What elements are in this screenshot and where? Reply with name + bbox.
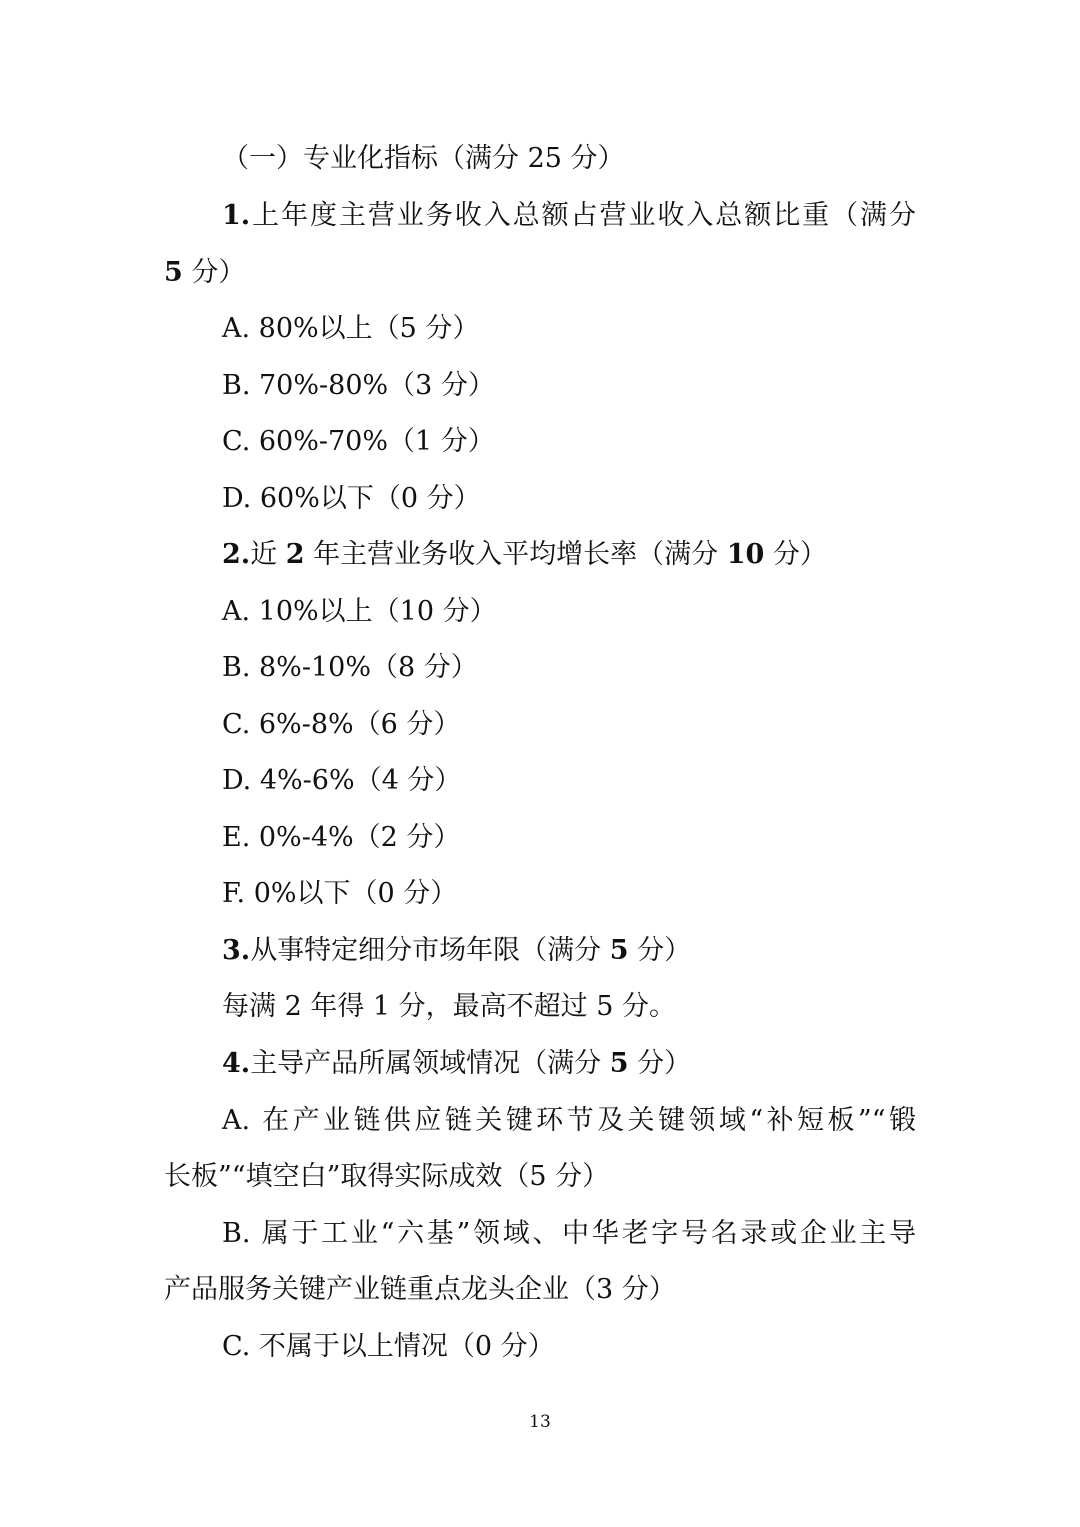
item-3-number: 3.: [222, 935, 251, 966]
item-1-option-b: B. 70%-80%（3 分）: [222, 370, 495, 401]
item-4-text-1: 主导产品所属领域情况（满分: [250, 1048, 610, 1079]
item-4-option-a-line1: A. 在产业链供应链关键环节及关键领域“补短板”“锻: [222, 1105, 916, 1136]
item-2-text-2: 年主营业务收入平均增长率（满分: [304, 539, 727, 570]
item-4-title: [222, 1042, 691, 1086]
item-2-option-f: F. 0%以下（0 分）: [222, 878, 458, 909]
item-2-option-b: B. 8%-10%（8 分）: [222, 652, 478, 683]
item-2-text-1: 近: [250, 539, 286, 570]
item-1-option-d: D. 60%以下（0 分）: [222, 483, 481, 514]
item-1-title-line2: [164, 251, 245, 295]
item-1-title-end: 分）: [182, 257, 246, 288]
item-2-option-c: C. 6%-8%（6 分）: [222, 709, 461, 740]
item-4-text-2: 分）: [628, 1048, 692, 1079]
item-4-score: 5: [609, 1048, 629, 1079]
section-heading: （一）专业化指标（满分 25 分）: [222, 143, 625, 174]
item-3-title: [222, 929, 691, 973]
item-2-option-d: D. 4%-6%（4 分）: [222, 765, 462, 796]
item-2-years: 2: [285, 539, 305, 570]
item-2-option-e: E. 0%-4%（2 分）: [222, 822, 461, 853]
item-4-option-a-line2: 长板”“填空白”取得实际成效（5 分）: [164, 1161, 610, 1192]
item-1-option-a: A. 80%以上（5 分）: [222, 313, 480, 344]
item-4-option-c: C. 不属于以上情况（0 分）: [222, 1331, 555, 1362]
item-3-text-1: 从事特定细分市场年限（满分: [250, 935, 610, 966]
item-4-option-b-line1: B. 属于工业“六基”领域、中华老字号名录或企业主导: [222, 1218, 916, 1249]
item-2-option-a: A. 10%以上（10 分）: [222, 596, 497, 627]
item-2-text-3: 分）: [764, 539, 827, 570]
item-1-title-line1: [222, 194, 916, 238]
item-1-option-c: C. 60%-70%（1 分）: [222, 426, 495, 457]
item-2-score: 10: [726, 539, 765, 570]
item-1-title-text: 上年度主营业务收入总额占营业收入总额比重（满分: [250, 200, 916, 231]
item-2-title: [222, 533, 827, 577]
item-4-number: 4.: [222, 1048, 251, 1079]
item-3-text-2: 分）: [628, 935, 692, 966]
page-number: 13: [529, 1412, 551, 1432]
item-3-description: 每满 2 年得 1 分，最高不超过 5 分。: [222, 991, 677, 1022]
item-1-number: 1.: [222, 200, 251, 231]
item-3-score: 5: [609, 935, 629, 966]
item-1-title-score: 5: [164, 257, 183, 288]
item-4-option-b-line2: 产品服务关键产业链重点龙头企业（3 分）: [164, 1274, 676, 1305]
item-2-number: 2.: [222, 539, 251, 570]
